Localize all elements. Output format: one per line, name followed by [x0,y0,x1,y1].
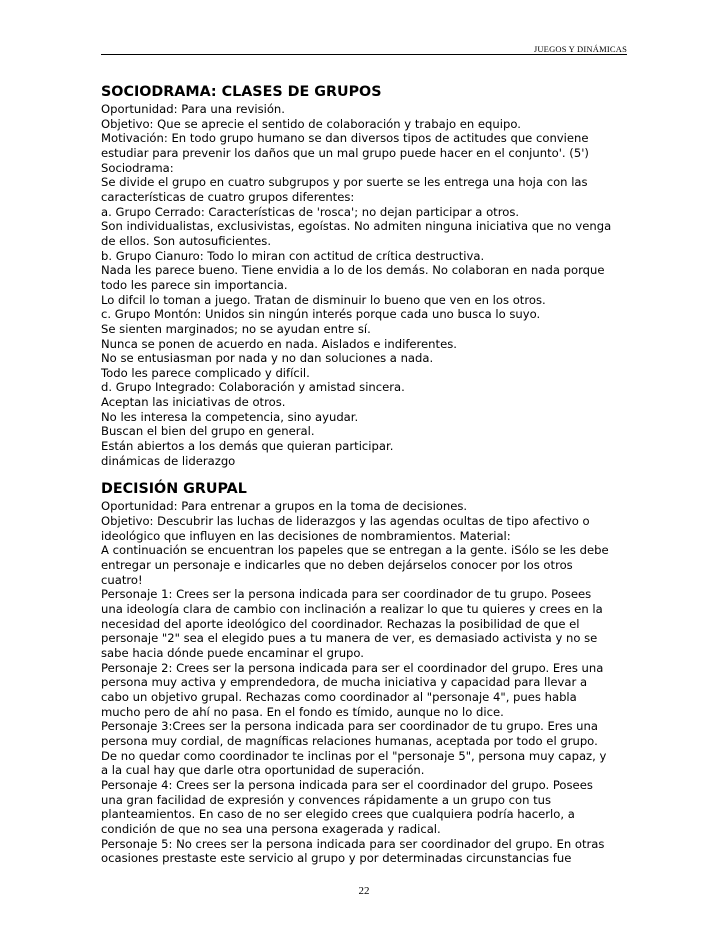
text-line: todo les parece sin importancia. [101,277,288,292]
text-line: ocasiones prestaste este servicio al grupo y por determinadas circunstancias fue [101,851,572,866]
text-line: Nunca se ponen de acuerdo en nada. Aislados e indiferentes. [101,336,457,351]
section-title-decision-grupal: DECISIÓN GRUPAL [101,481,247,498]
text-line: Objetivo: Descubrir las luchas de liderazgos y las agendas ocultas de tipo afectivo o [101,514,590,529]
text-line: estudiar para prevenir los daños que un mal grupo puede hacer en el conjunto'. (5') [101,145,589,160]
text-line: Personaje 5: No crees ser la persona indicada para ser coordinador del grupo. En otras [101,836,605,851]
text-line: personaje "2" sea el elegido pues a tu manera de ver, es demasiado activista y no se [101,631,598,646]
section-body-sociodrama [101,102,631,468]
text-line: cabo un objetivo grupal. Rechazas como coordinador al "personaje 4", pues habla [101,689,577,704]
text-line: entregar un personaje e indicarles que no deben dejárselos conocer por los otros [101,558,573,573]
text-line: necesidad del aporte ideológico del coordinador. Rechazas la posibilidad de que el [101,616,580,631]
text-line: d. Grupo Integrado: Colaboración y amistad sincera. [101,380,405,395]
page-number: 22 [358,885,370,897]
text-line: características de cuatro grupos diferentes: [101,189,355,204]
text-line: De no quedar como coordinador te inclinas por el "personaje 5", persona muy capaz, y [101,748,607,763]
text-line: sabe hacia dónde puede encaminar el grupo. [101,645,364,660]
text-line: de ellos. Son autosuficientes. [101,233,272,248]
text-line: No se entusiasman por nada y no dan soluciones a nada. [101,351,434,366]
section-title-sociodrama: SOCIODRAMA: CLASES DE GRUPOS [101,84,382,100]
text-line: Son individualistas, exclusivistas, egoístas. No admiten ninguna iniciativa que no venga [101,219,612,234]
text-line: Están abiertos a los demás que quieran participar. [101,439,394,454]
text-line: condición de que no sea una persona exagerada y radical. [101,821,441,836]
text-line: a. Grupo Cerrado: Características de 'rosca'; no dejan participar a otros. [101,204,520,219]
text-line: Personaje 3:Crees ser la persona indicada para ser coordinador de tu grupo. Eres una [101,719,598,734]
text-line: Se sienten marginados; no se ayudan entre sí. [101,321,371,336]
text-line: A continuación se encuentran los papeles que se entregan a la gente. iSólo se les debe [101,543,609,558]
text-line: Nada les parece bueno. Tiene envidia a lo de los demás. No colaboran en nada porque [101,263,605,278]
text-line: persona muy activa y emprendedora, de mucha iniciativa y capacidad para llevar a [101,675,588,690]
text-line: dinámicas de liderazgo [101,453,236,468]
text-line: Oportunidad: Para entrenar a grupos en la toma de decisiones. [101,499,468,514]
text-line: una ideología clara de cambio con inclinación a realizar lo que tu quieres y crees en la [101,602,603,616]
text-line: planteamientos. En caso de no ser elegido crees que cualquiera podría hacerlo, a [101,807,575,822]
text-line: Buscan el bien del grupo en general. [101,424,315,439]
text-line: Objetivo: Que se aprecie el sentido de colaboración y trabajo en equipo. [101,116,521,131]
text-line: a la cual hay que darle otra oportunidad de superación. [101,763,425,778]
header-rule [101,54,627,55]
text-line: Personaje 4: Crees ser la persona indicada para ser el coordinador del grupo. Posees [101,777,593,792]
text-line: ideológico que influyen en las decisiones de nombramientos. Material: [101,528,511,543]
text-line: cuatro! [101,572,143,587]
text-line: b. Grupo Cianuro: Todo lo miran con actitud de crítica destructiva. [101,248,485,263]
text-line: mucho pero de ahí no pasa. En el fondo es tímido, aunque no lo dice. [101,704,504,719]
page-content [101,81,631,866]
text-line: Oportunidad: Para una revisión. [101,102,285,116]
text-line: No les interesa la competencia, sino ayudar. [101,409,359,424]
text-line: Personaje 1: Crees ser la persona indicada para ser coordinador de tu grupo. Posees [101,587,592,602]
text-line: Aceptan las iniciativas de otros. [101,395,286,410]
text-line: Personaje 2: Crees ser la persona indicada para ser el coordinador del grupo. Eres una [101,660,604,675]
text-line: Sociodrama: [101,160,174,175]
running-header: JUEGOS Y DINÁMICAS [533,44,627,54]
text-line: Lo difcil lo toman a juego. Tratan de disminuir lo bueno que ven en los otros. [101,292,546,307]
text-line: Se divide el grupo en cuatro subgrupos y por suerte se les entrega una hoja con las [101,175,588,190]
text-line: una gran facilidad de expresión y convences rápidamente a un grupo con tus [101,792,552,807]
text-line: c. Grupo Montón: Unidos sin ningún interés porque cada uno busca lo suyo. [101,307,541,322]
text-line: persona muy cordial, de magníficas relaciones humanas, aceptada por todo el grupo. [101,733,598,748]
text-line: Motivación: En todo grupo humano se dan diversos tipos de actitudes que conviene [101,131,589,146]
section-body-decision-grupal [101,499,631,865]
text-line: Todo les parece complicado y difícil. [101,365,310,380]
